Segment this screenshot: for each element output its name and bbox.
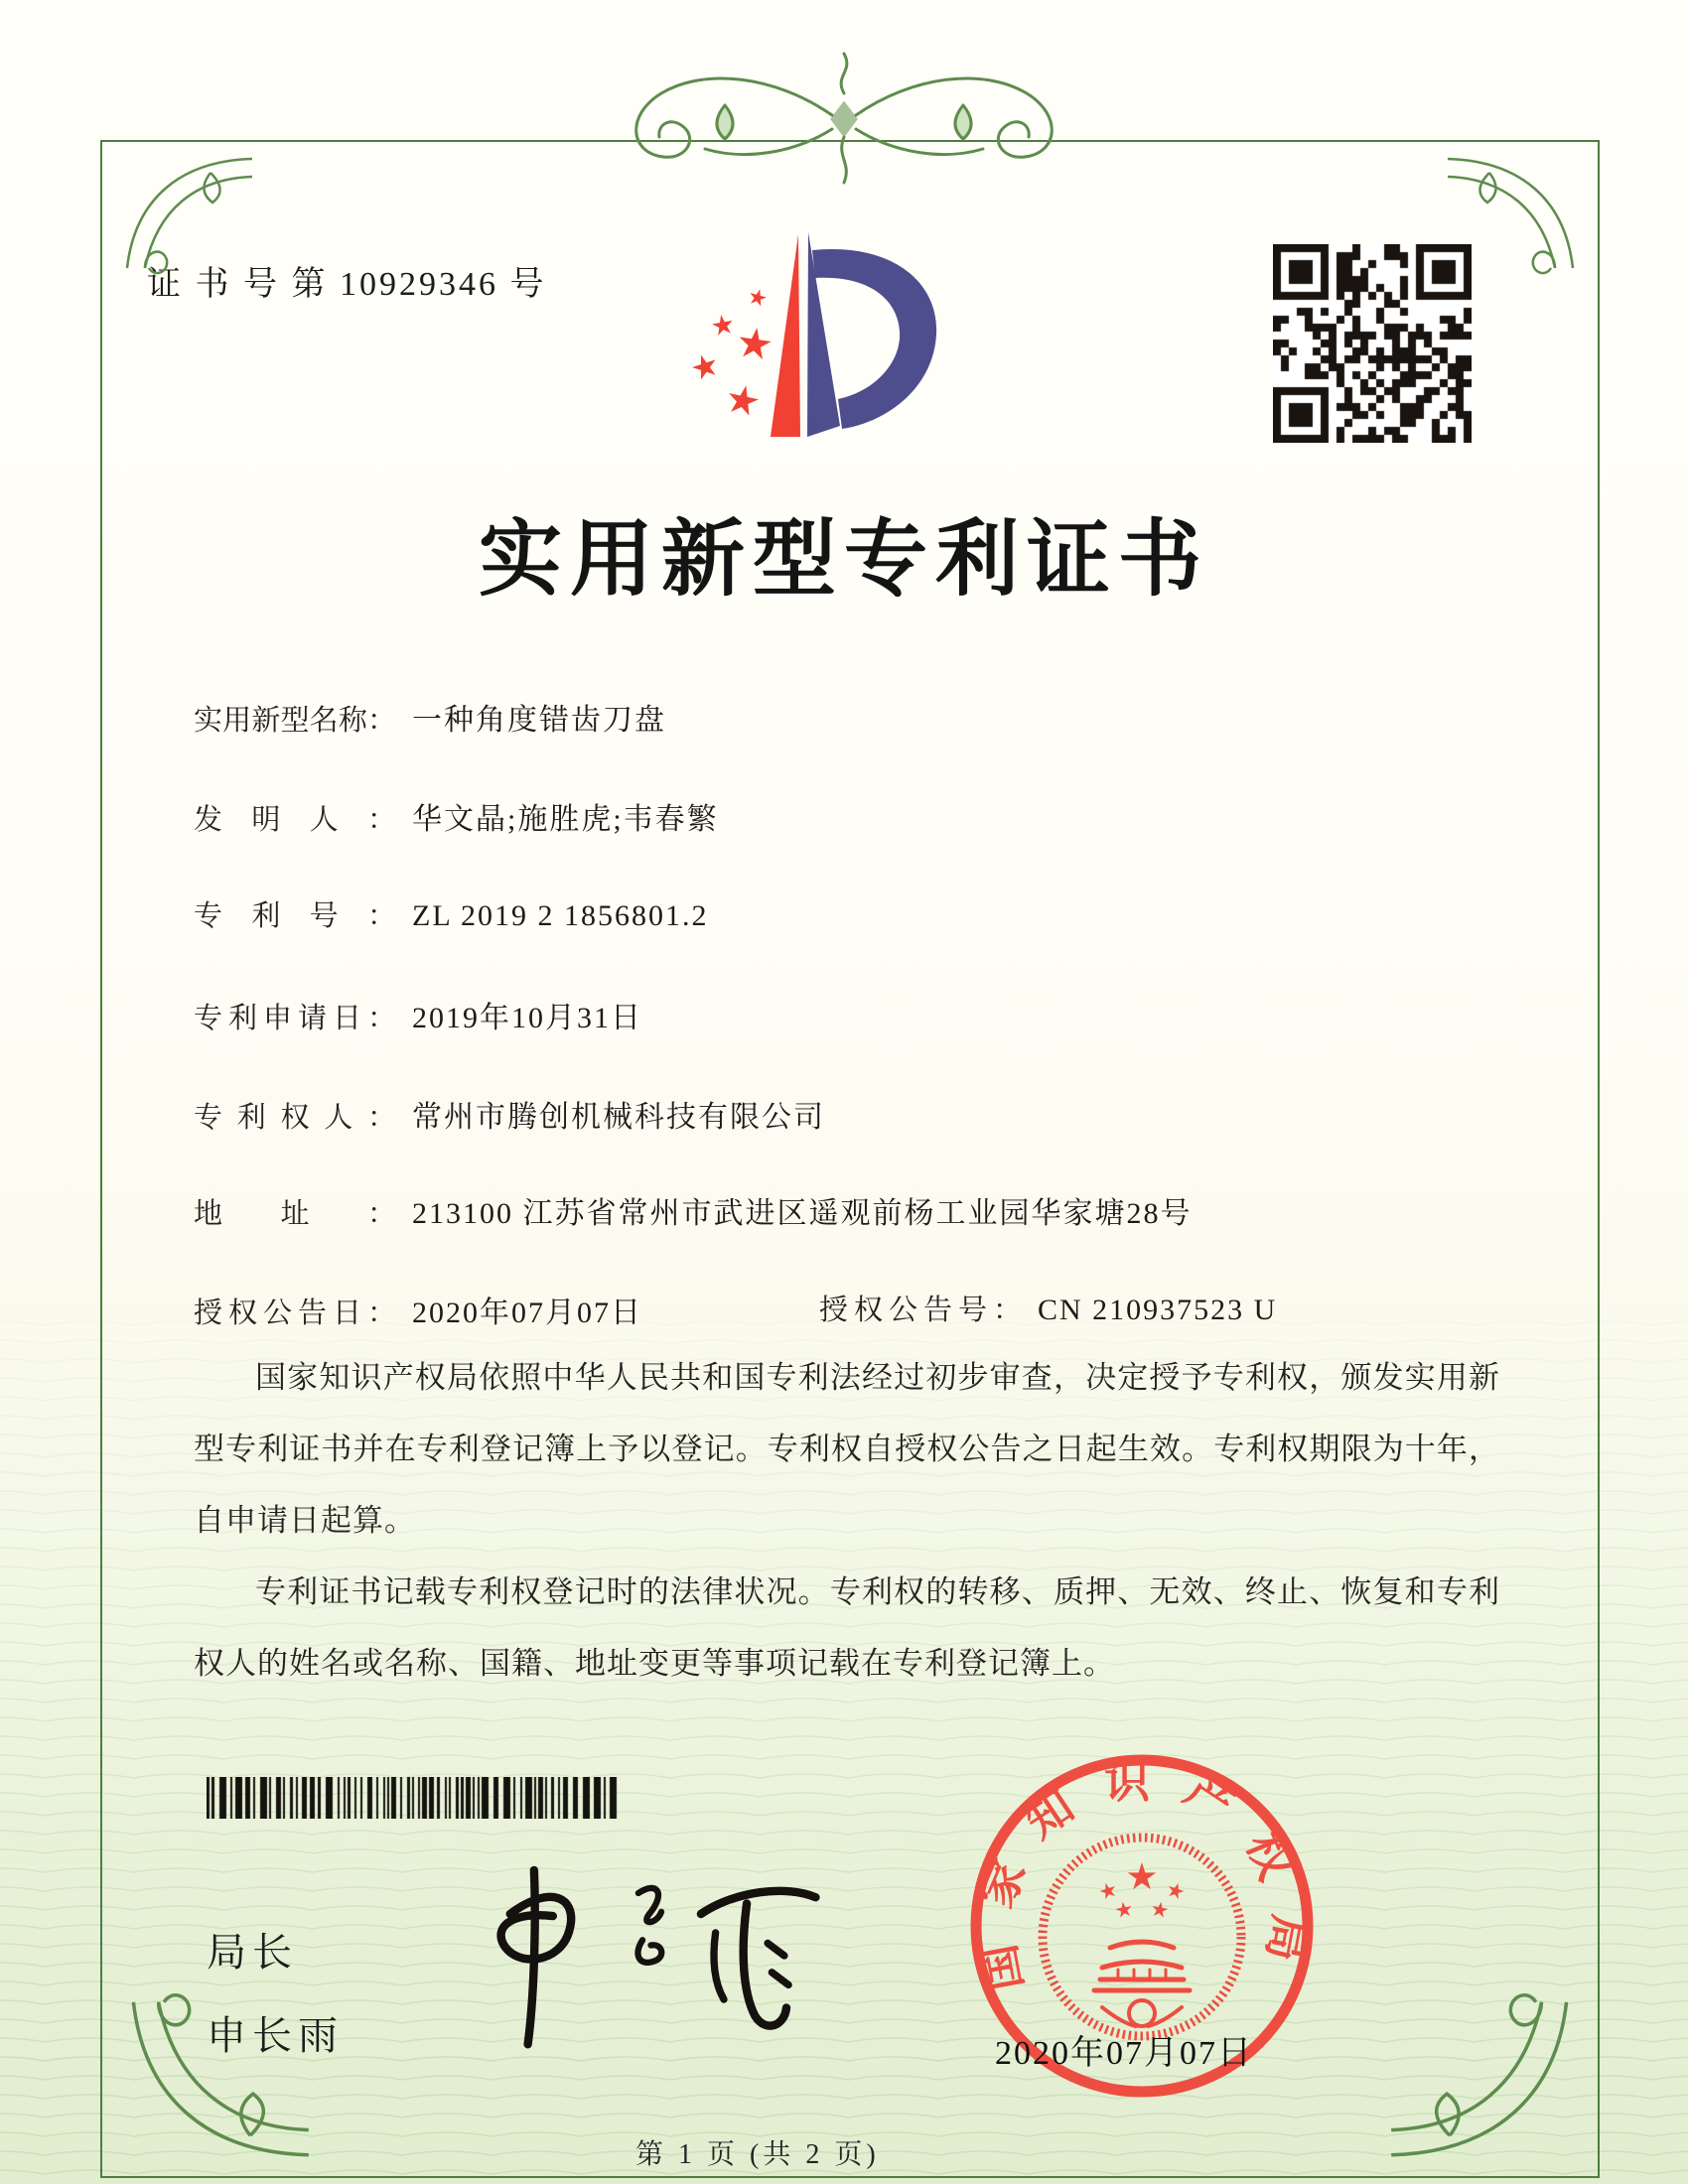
field-label: 授权公告号：	[819, 1295, 1022, 1326]
legal-paragraph-2: 专利证书记载专利权登记时的法律状况。专利权的转移、质押、无效、终止、恢复和专利权人的姓名或名称、国籍、地址变更等事项记载在专利登记簿上。	[194, 1573, 1500, 1681]
seal-text: 国家知识产权局	[967, 1756, 1317, 1995]
legal-paragraph-1: 国家知识产权局依照中华人民共和国专利法经过初步审查，决定授予专利权，颁发实用新型专利证书并在专利登记簿上予以登记。专利权自授权公告之日起生效。专利权期限为十年，自申请日起算。	[194, 1360, 1500, 1538]
field-label: 实用新型名称：	[194, 705, 396, 737]
field-label: 专利权人：	[194, 1102, 396, 1134]
legal-text	[194, 1342, 1500, 1700]
field-label: 专利申请日：	[194, 1003, 396, 1034]
corner-ornament-bottom-right	[1380, 1958, 1589, 2166]
field-row-grant	[194, 1288, 1499, 1331]
logo-red-wedge	[771, 234, 800, 437]
field-value: 213100 江苏省常州市武进区遥观前杨工业园华家塘28号	[412, 1197, 1193, 1230]
certificate-title: 实用新型专利证书	[478, 514, 1209, 607]
cnipa-logo	[643, 220, 961, 454]
handwritten-signature	[452, 1851, 829, 2060]
field-row-filing-date	[194, 993, 642, 1036]
page-number: 第 1 页 (共 2 页)	[635, 2139, 880, 2170]
barcode	[207, 1777, 620, 1819]
field-row-name	[194, 695, 666, 739]
field-value: CN 210937523 U	[1038, 1294, 1278, 1326]
field-label: 授权公告日：	[194, 1297, 396, 1329]
seal-date: 2020年07月07日	[995, 2035, 1253, 2072]
field-row-address	[194, 1188, 1193, 1232]
field-value: 2020年07月07日	[412, 1297, 642, 1329]
cnipa-red-seal	[953, 1743, 1331, 2140]
field-row-patent-no	[194, 893, 709, 934]
signer-title: 局长	[207, 1931, 298, 1975]
field-value: 华文晶;施胜虎;韦春繁	[412, 803, 719, 836]
certificate-number: 证 书 号 第 10929346 号	[147, 266, 547, 303]
corner-ornament-bottom-left	[111, 1958, 320, 2166]
field-value: ZL 2019 2 1856801.2	[412, 899, 709, 932]
grant-number-group	[819, 1288, 1277, 1328]
field-value: 2019年10月31日	[412, 1002, 642, 1034]
field-label: 专利号：	[194, 900, 396, 932]
seal-national-emblem	[1043, 1838, 1241, 2036]
field-row-patentee	[194, 1092, 825, 1136]
signer-name: 申长雨	[207, 2014, 344, 2058]
field-row-inventor	[194, 794, 719, 838]
top-ornament	[566, 46, 1122, 195]
field-label: 发明人：	[194, 804, 396, 836]
field-value: 常州市腾创机械科技有限公司	[412, 1101, 825, 1134]
field-value: 一种角度错齿刀盘	[412, 704, 666, 737]
corner-ornament-top-left	[111, 151, 260, 300]
field-label: 地址：	[194, 1198, 396, 1230]
corner-ornament-top-right	[1440, 151, 1589, 300]
logo-stars	[689, 287, 773, 417]
